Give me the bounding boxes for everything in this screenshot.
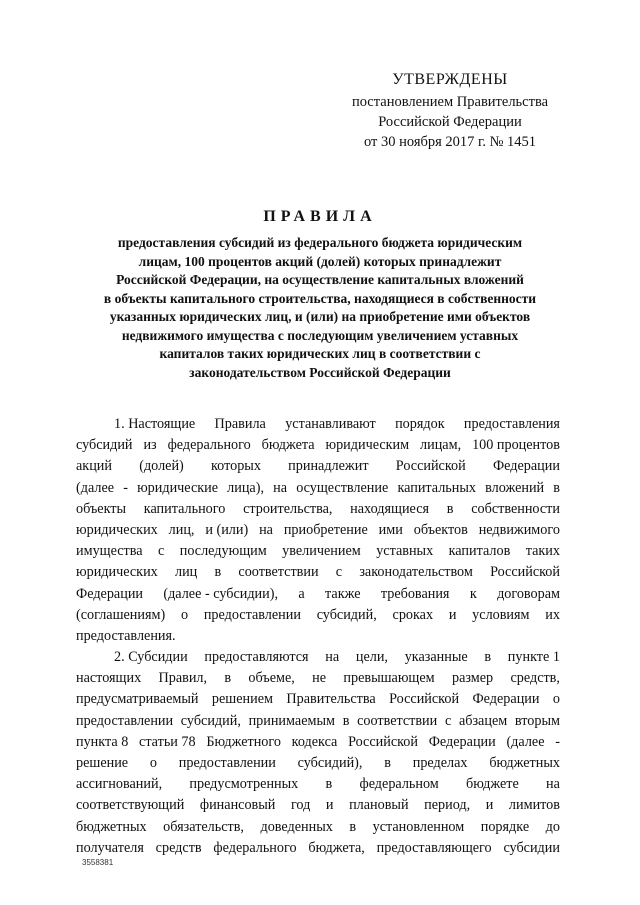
word: последующим <box>179 543 267 560</box>
word: не <box>312 670 327 687</box>
word: пункте 1 <box>507 649 560 666</box>
word: принадлежит <box>288 458 369 475</box>
word: собственности <box>471 500 560 517</box>
word: условиям <box>472 606 530 623</box>
word: капитального <box>143 500 226 517</box>
word: Российской <box>348 733 418 750</box>
text-line <box>76 626 560 647</box>
word: предоставлении <box>76 712 174 729</box>
word: в <box>384 755 391 771</box>
word: и <box>485 797 494 814</box>
word: пункта 8 <box>76 733 129 750</box>
word: их <box>545 606 560 623</box>
word: юридические <box>137 479 219 496</box>
word: капитальных <box>397 479 476 496</box>
word: из <box>143 437 157 454</box>
word: юридическим <box>325 437 410 454</box>
subtitle-line: законодательством Российской Федерации <box>189 364 451 380</box>
word: имущества <box>76 543 143 560</box>
word: до <box>545 818 560 835</box>
word: период, <box>424 797 471 814</box>
text-line <box>76 668 560 689</box>
word: уставных <box>376 543 434 560</box>
word: (далее <box>76 479 115 496</box>
text-line <box>76 520 560 541</box>
text-line <box>76 795 560 816</box>
word: получателя <box>76 839 144 856</box>
approval-line-1: постановлением Правительства <box>351 94 549 110</box>
word: объектов <box>413 521 468 538</box>
word: субсидий, <box>316 606 377 623</box>
word: кодекса <box>291 733 338 750</box>
word: принимаемым <box>248 712 335 729</box>
word: предоставлении <box>178 755 276 771</box>
subtitle-line: Российской Федерации, на осуществление капитальных вложений <box>116 272 524 287</box>
word: находящиеся <box>350 500 430 517</box>
word: 2. Субсидии <box>114 649 188 666</box>
word: Федерации <box>472 691 540 708</box>
text-line <box>76 562 560 583</box>
word: - <box>555 733 560 750</box>
word: федерального <box>167 437 251 454</box>
approval-line-2: Российской Федерации <box>378 114 522 130</box>
word: субсидий, <box>180 712 241 729</box>
word: (далее - субсидии), <box>163 585 279 602</box>
word: недвижимого <box>478 521 560 538</box>
word: и <box>325 797 334 814</box>
word: в <box>446 500 454 517</box>
word: настоящих <box>76 670 142 687</box>
word: предоставления. <box>76 627 176 644</box>
word: в <box>553 479 560 496</box>
word: финансовый <box>199 797 276 814</box>
word: федеральном <box>359 776 439 793</box>
word: объеме, <box>248 670 295 687</box>
word: с <box>158 543 165 560</box>
word: средств, <box>510 670 560 687</box>
word: ассигнований, <box>76 776 163 793</box>
word: объекты <box>76 500 127 517</box>
word: порядке <box>480 818 530 835</box>
word: абзацем <box>458 712 508 729</box>
approval-heading: УТВЕРЖДЕНЫ <box>392 71 508 88</box>
word: субсидии <box>503 839 560 856</box>
word: бюджетных <box>76 818 147 835</box>
word: порядок <box>395 416 445 432</box>
word: Правительства <box>286 691 376 708</box>
word: предусмотренных <box>189 776 299 793</box>
text-line <box>76 732 560 753</box>
text-line <box>76 435 560 456</box>
word: Правила <box>214 416 266 432</box>
word: бюджете <box>466 776 519 793</box>
text-line <box>76 647 560 668</box>
word: - <box>123 479 128 496</box>
word: обязательств, <box>163 818 244 835</box>
word: лиц, <box>168 521 195 538</box>
word: федерального <box>213 839 297 856</box>
word: которых <box>211 458 261 475</box>
text-line <box>76 711 560 732</box>
text-line <box>76 689 560 710</box>
word: на <box>546 776 560 793</box>
word: капиталов <box>448 543 511 560</box>
word: и <box>448 606 457 623</box>
text-line <box>76 817 560 838</box>
word: бюджета, <box>308 839 365 856</box>
word: плановый <box>349 797 409 814</box>
approval-line-3: от 30 ноября 2017 г. № 1451 <box>363 134 537 150</box>
approval-stamp <box>340 70 560 152</box>
word: в <box>224 670 232 687</box>
word: указанные <box>404 649 468 666</box>
word: лиц <box>174 564 198 581</box>
word: в <box>325 776 333 793</box>
word: предоставляются <box>204 649 309 666</box>
word: лимитов <box>508 797 560 814</box>
word: субсидий <box>76 437 133 454</box>
word: в <box>484 649 492 666</box>
word: (соглашениям) <box>76 606 166 623</box>
word: доведенных <box>260 818 333 835</box>
word: требования <box>380 585 450 602</box>
document-subtitle <box>70 234 570 382</box>
subtitle-line: недвижимого имущества с последующим увеличением уставных <box>121 327 519 343</box>
subtitle-line: указанных юридических лиц, и (или) на приобретение ими объектов <box>109 309 531 324</box>
word: в <box>342 712 350 729</box>
subtitle-line: предоставления субсидий из федерального бюджета юридическим <box>117 235 523 250</box>
word: Российской <box>490 564 560 581</box>
word: приобретение <box>283 521 368 538</box>
word: о <box>552 691 560 708</box>
word: Бюджетного <box>206 733 281 750</box>
word: установленном <box>372 818 465 835</box>
word: превышающем <box>343 670 435 687</box>
text-line <box>76 838 560 859</box>
word: соответствии <box>238 564 319 581</box>
text-line <box>76 541 560 562</box>
word: на <box>259 521 273 538</box>
word: в <box>214 564 222 581</box>
word: Российской <box>389 691 460 708</box>
text-line <box>76 478 560 499</box>
word: Федерации <box>492 458 560 475</box>
text-line <box>76 605 560 626</box>
word: субсидий), <box>297 755 363 771</box>
word: цели, <box>355 649 388 666</box>
text-line <box>76 456 560 477</box>
word: 100 процентов <box>472 437 560 454</box>
word: о <box>149 755 157 771</box>
text-line <box>76 584 560 605</box>
word: предоставления <box>463 416 560 432</box>
word: решение <box>76 755 129 771</box>
word: соответствии <box>357 712 438 729</box>
word: лица), <box>227 479 265 496</box>
word: договорам <box>497 585 560 602</box>
subtitle-line: капиталов таких юридических лиц в соответствии с <box>159 346 481 361</box>
word: на <box>325 649 340 666</box>
text-line <box>76 753 560 774</box>
word: Правил, <box>158 670 208 687</box>
word: бюджета <box>261 437 315 454</box>
word: Федерации <box>76 585 144 602</box>
word: на <box>273 479 288 496</box>
word: к <box>469 585 477 602</box>
word: (долей) <box>139 458 184 475</box>
word: решением <box>211 691 273 708</box>
word: предоставляющего <box>376 839 492 856</box>
word: средств <box>155 839 202 856</box>
word: предусматриваемый <box>76 691 199 708</box>
text-line <box>76 499 560 520</box>
subtitle-line: лицам, 100 процентов акций (долей) которых принадлежит <box>138 253 502 269</box>
word: с <box>335 564 343 581</box>
word: ими <box>378 521 403 538</box>
document-code: 3558381 <box>82 858 114 867</box>
document-body <box>76 414 560 859</box>
word: бюджетных <box>489 755 560 771</box>
word: с <box>444 712 452 729</box>
word: таких <box>525 543 560 560</box>
word: юридических <box>76 564 158 581</box>
subtitle-line: в объекты капитального строительства, находящиеся в собственности <box>103 290 537 306</box>
word: лицам, <box>420 437 462 454</box>
word: (далее <box>506 733 545 750</box>
word: 1. Настоящие <box>114 416 196 432</box>
word: юридических <box>76 521 158 538</box>
text-line <box>76 774 560 795</box>
word: сроках <box>392 606 434 623</box>
word: строительства, <box>243 500 333 517</box>
word: устанавливают <box>285 416 376 432</box>
text-line <box>76 414 560 435</box>
word: также <box>325 585 361 602</box>
word: и (или) <box>205 521 249 538</box>
word: Российской <box>395 458 466 475</box>
word: увеличением <box>282 543 361 560</box>
word: вложений <box>485 479 545 496</box>
word: пределах <box>412 755 468 771</box>
word: а <box>298 585 305 602</box>
word: в <box>349 818 357 835</box>
word: соответствующий <box>76 797 185 814</box>
word: о <box>180 606 189 623</box>
word: вторым <box>514 712 560 729</box>
word: законодательством <box>359 564 473 581</box>
word: предоставлении <box>203 606 301 623</box>
word: Федерации <box>428 733 496 750</box>
word: осуществление <box>296 479 389 496</box>
word: акций <box>76 458 112 475</box>
word: год <box>290 797 311 814</box>
word: статьи 78 <box>139 733 196 750</box>
word: размер <box>451 670 494 687</box>
document-title: ПРАВИЛА <box>263 208 377 225</box>
